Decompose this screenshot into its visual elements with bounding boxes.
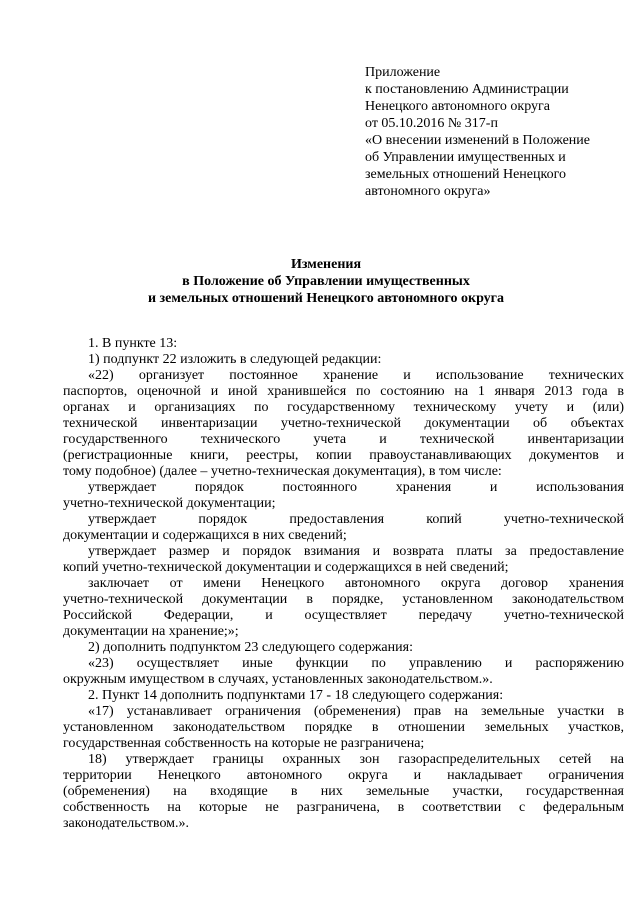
- letterhead-line: об Управлении имущественных и: [365, 150, 566, 165]
- text-line: копий учетно-технической документации и содержащихся в ней сведений;: [63, 560, 509, 575]
- paragraph: [63, 352, 624, 368]
- text-line: собственность на которые не разграничена, в соответствии с федеральным: [63, 800, 624, 815]
- letterhead-line: к постановлению Администрации: [365, 82, 569, 97]
- text-line: 1. В пункте 13:: [88, 336, 178, 351]
- letterhead-line: Приложение: [365, 65, 441, 80]
- text-line: государственного технического учета и технической инвентаризации: [63, 432, 624, 447]
- paragraph: [63, 368, 624, 480]
- letterhead-line: «О внесении изменений в Положение: [365, 133, 591, 148]
- text-line: технической инвентаризации учетно-технической документации об объектах: [63, 416, 624, 431]
- paragraph: [63, 752, 624, 832]
- text-line: утверждает порядок предоставления копий учетно-технической: [88, 512, 624, 527]
- document-body: [63, 336, 624, 832]
- text-line: тому подобное) (далее – учетно-техническая документация), в том числе:: [63, 464, 502, 479]
- text-line: 2) дополнить подпунктом 23 следующего содержания:: [88, 640, 413, 655]
- paragraph: [63, 656, 624, 688]
- text-line: установленном законодательством порядке в отношении земельных участков,: [63, 720, 624, 735]
- text-line: окружным имуществом в случаях, установленных законодательством.».: [63, 672, 493, 687]
- text-line: законодательством.».: [63, 816, 190, 831]
- text-line: «23) осуществляет иные функции по управлению и распоряжению: [88, 656, 624, 671]
- paragraph: [63, 704, 624, 752]
- text-line: 2. Пункт 14 дополнить подпунктами 17 - 18 следующего содержания:: [88, 688, 504, 703]
- text-line: 18) утверждает границы охранных зон газораспределительных сетей на: [88, 752, 624, 767]
- text-line: «17) устанавливает ограничения (обременения) прав на земельные участки в: [88, 704, 624, 719]
- text-line: учетно-технической документации;: [63, 496, 276, 511]
- paragraph: [63, 544, 624, 576]
- paragraph: [63, 480, 624, 512]
- text-line: (регистрационные книги, реестры, копии правоустанавливающих документов и: [63, 448, 624, 463]
- letterhead-line: от 05.10.2016 № 317-п: [365, 116, 498, 131]
- letterhead-line: автономного округа»: [365, 184, 491, 199]
- title-line: в Положение об Управлении имущественных: [182, 274, 470, 289]
- letterhead-line: Ненецкого автономного округа: [365, 99, 550, 114]
- paragraph: [63, 576, 624, 640]
- text-line: государственная собственность на которые не разграничена;: [63, 736, 425, 751]
- text-line: заключает от имени Ненецкого автономного округа договор хранения: [88, 576, 624, 591]
- text-line: (обременения) на входящие в них земельные участки, государственная: [63, 784, 624, 799]
- text-line: паспортов, оценочной и иной хранившейся по состоянию на 1 января 2013 года в: [63, 384, 624, 399]
- letterhead-line: земельных отношений Ненецкого: [365, 167, 566, 182]
- text-line: учетно-технической документации в порядке, установленном законодательством: [63, 592, 624, 607]
- text-line: органах и организациях по государственному техническому учету и (или): [63, 400, 624, 415]
- paragraph: [63, 640, 624, 656]
- paragraph: [63, 688, 624, 704]
- text-line: документации на хранение;»;: [63, 624, 239, 639]
- text-line: документации и содержащихся в них сведений;: [63, 528, 347, 543]
- document-title: [63, 256, 589, 307]
- text-line: территории Ненецкого автономного округа и накладывает ограничения: [63, 768, 624, 783]
- letterhead-block: [365, 64, 630, 200]
- paragraph: [63, 512, 624, 544]
- text-line: 1) подпункт 22 изложить в следующей редакции:: [88, 352, 382, 367]
- text-line: «22) организует постоянное хранение и использование технических: [88, 368, 624, 383]
- title-line: Изменения: [290, 257, 362, 272]
- text-line: утверждает размер и порядок взимания и возврата платы за предоставление: [88, 544, 624, 559]
- text-line: утверждает порядок постоянного хранения и использования: [88, 480, 624, 495]
- title-line: и земельных отношений Ненецкого автономного округа: [147, 291, 505, 306]
- paragraph: [63, 336, 624, 352]
- text-line: Российской Федерации, и осуществляет передачу учетно-технической: [63, 608, 624, 623]
